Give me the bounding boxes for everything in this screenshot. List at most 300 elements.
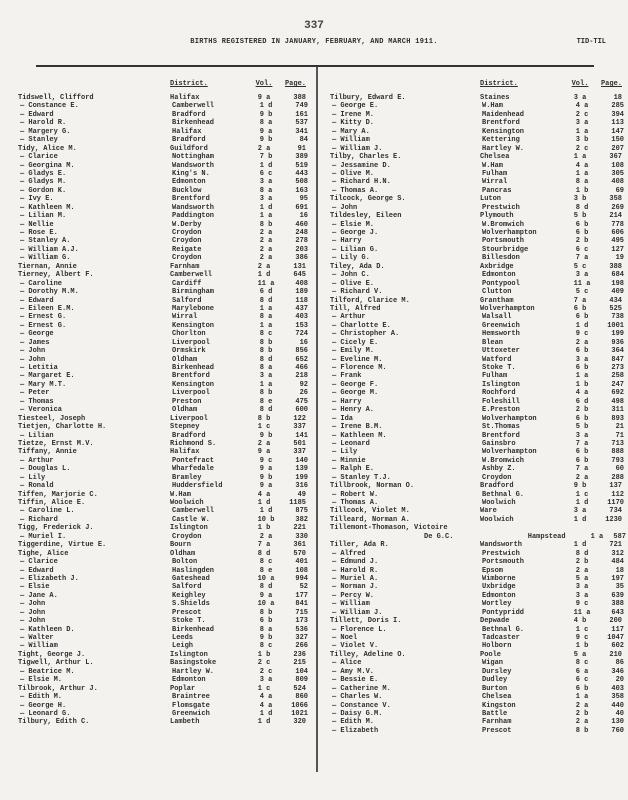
entry-page: 207 [611,144,624,153]
entry-page: 108 [611,161,624,170]
entry-district: Leeds [172,634,194,642]
entry-district: Wharfedale [172,465,215,474]
entry-vol: 9 c [575,600,589,609]
entry-district: Leigh [172,642,194,651]
entry-vol: 8 b [259,347,273,356]
entry-page: 994 [295,574,308,583]
entry-row [330,617,626,625]
entry-page: 537 [295,119,308,128]
entry-page: 1001 [607,321,624,330]
entry-district: Ware [480,507,497,516]
entry-name: Tietjen, Charlotte H. [18,423,107,432]
entry-vol: 9 b [259,431,273,440]
entry-vol: 6 c [575,245,589,254]
header-rule [36,65,594,67]
entry-row [330,423,626,431]
entry-district: Tadcaster [482,634,520,642]
entry-row [18,583,312,591]
entry-row [330,237,626,245]
entry-name: Tiggerdine, Virtue E. [18,541,107,550]
entry-page: 475 [295,397,308,406]
entry-district: Camberwell [172,102,215,111]
entry-vol: 9 b [259,110,273,119]
entry-district: Prestwich [482,203,520,212]
entry-vol: 8 e [259,397,273,406]
entry-row [330,575,626,583]
entry-row [18,558,312,566]
entry-row [18,153,312,161]
entry-row [18,162,312,170]
entry-district: Bramley [172,473,202,482]
entry-row [330,448,626,456]
entry-district: Woolwich [482,499,516,507]
entry-name: — Stanley A. [20,237,71,246]
entry-district: Lambeth [170,718,200,727]
entry-name: — William J. [332,144,383,153]
entry-name: Tigg, Frederick J. [18,524,94,533]
entry-name: Tiffany, Annie [18,448,77,457]
entry-district: Bradford [172,136,206,145]
entry-name: De G.C. [424,532,454,541]
entry-vol: 8 b [259,389,273,398]
entry-row [18,668,312,676]
entry-page: 536 [295,625,308,634]
entry-vol: 6 b [575,414,589,423]
entry-row [18,423,312,431]
entry-vol: 6 b [575,456,589,465]
entry-name: — John [20,355,46,364]
entry-district: Burton [482,684,508,693]
entry-vol: 1 d [573,541,587,550]
entry-row [18,297,312,305]
entry-vol: 2 a [259,532,273,541]
entry-row [330,153,626,161]
entry-district: Richmond S. [170,439,217,448]
entry-page: 587 [613,532,627,541]
entry-district: Poplar [170,684,196,693]
entry-page: 437 [295,304,308,313]
entry-page: 236 [293,650,306,659]
entry-district: W.Derby [172,220,202,229]
entry-vol: 6 d [575,397,589,406]
entry-district: Gateshead [172,574,210,583]
entry-name: — Arthur [332,313,366,322]
entry-district: Wigan [482,659,504,668]
entry-vol: 1 c [575,490,589,499]
entry-row [18,491,312,499]
entry-row [18,474,312,482]
entry-vol: 8 a [259,625,273,634]
entry-row [330,583,626,591]
entry-vol: 1 c [257,423,271,432]
entry-name: — Kathleen M. [332,431,387,440]
entry-row [18,111,312,119]
entry-district [480,524,566,532]
entry-name: Tiffen, Marjorie C. [18,490,98,499]
entry-vol: 1 d [257,271,271,280]
entry-page: 388 [293,94,306,102]
entry-vol: 2 a [257,439,271,448]
entry-district: Croydon [172,532,202,541]
entry-vol: 8 d [259,406,273,415]
entry-vol: 7 a [575,439,589,448]
entry-page: 112 [611,490,624,499]
entry-name: — Jane A. [20,591,58,600]
entry-page: 358 [609,195,622,204]
entry-name: — Harold R. [332,566,379,575]
entry-row [330,195,626,203]
entry-vol: 3 a [259,676,273,685]
entry-vol: 2 c [575,144,589,153]
entry-vol: 10 a [257,574,275,583]
entry-vol: 1 b [575,380,589,389]
entry-district: Bolton [172,558,198,567]
entry-name: — George M. [332,389,379,398]
entry-name: Tilford, Clarice M. [330,296,410,305]
entry-page: 793 [611,456,624,465]
entry-page: 440 [611,701,624,710]
entry-name: — Thomas A. [332,186,379,195]
entry-name: — Olive E. [332,279,375,288]
entry-district: Oldham [172,406,198,415]
entry-row [18,330,312,338]
entry-district: Brentford [172,372,210,381]
entry-page: 692 [611,389,624,398]
entry-row [18,685,312,693]
entry-district: Ormskirk [172,347,206,356]
entry-name: — Georgina M. [20,161,75,170]
entry-vol: 8 c [259,330,273,339]
entry-vol: 7 b [259,153,273,162]
entry-page: 434 [609,296,622,305]
entry-district: Fulham [482,169,508,178]
entry-name: — Richard V. [332,288,383,297]
entry-district: Marylebone [172,304,215,313]
entry-name: — Cicely E. [332,338,379,347]
entry-vol: 2 b [575,709,589,718]
entry-row [330,398,626,406]
entry-vol: 1 b [575,642,589,651]
entry-row [330,710,626,718]
entry-district: Depwade [480,617,510,626]
entry-name: Tidswell, Clifford [18,94,94,102]
entry-vol: 2 c [575,110,589,119]
entry-row [18,263,312,271]
entry-row [330,533,626,541]
entry-row [18,659,312,667]
entry-district: Stoke T. [482,364,516,372]
entry-vol: 1 a [573,153,587,162]
entry-vol: 2 b [575,237,589,246]
entry-district: Reigate [172,245,202,254]
entry-page: 177 [295,591,308,600]
entry-row [18,541,312,549]
entry-page: 645 [293,271,306,280]
entry-vol: 5 c [575,288,589,297]
entry-page: 364 [611,347,624,356]
entry-page: 40 [615,709,624,718]
entry-vol: 8 a [575,178,589,187]
entry-vol: 2 a [259,237,273,246]
entry-vol: 11 a [573,608,591,617]
entry-name: Tillett, Doris I. [330,617,402,626]
entry-page: 738 [611,313,624,322]
entry-page: 84 [299,136,308,145]
entry-row [330,212,626,220]
entry-page: 92 [299,380,308,389]
entry-vol: 2 b [575,558,589,567]
entry-district: Ashby Z. [482,465,516,474]
entry-row [330,94,626,102]
entry-row [18,372,312,380]
entry-district: Foleshill [482,397,520,406]
column-header [18,80,312,94]
entry-row [18,356,312,364]
entry-row [18,178,312,186]
entry-page: 760 [611,726,624,735]
entry-district: Dursley [482,667,512,676]
entry-vol: 1 d [257,718,271,727]
entry-row [330,178,626,186]
entry-row [18,448,312,456]
entry-name: — Daisy G.M. [332,709,383,718]
entry-row [18,187,312,195]
entry-vol: 9 a [259,127,273,136]
entry-district: Hartley W. [482,144,525,153]
entry-name: — Leonard [332,439,370,448]
entry-row [18,465,312,473]
entry-page: 305 [611,169,624,178]
entry-district: Prescot [482,726,512,735]
entry-row [330,119,626,127]
entry-vol: 10 a [257,600,275,609]
entry-name: — Charles W. [332,693,383,702]
left-column [18,80,312,727]
entry-row [18,254,312,262]
entry-page: 524 [293,684,306,693]
entry-district: Halifax [170,448,200,457]
entry-name: — Peter [20,389,50,398]
entry-name: — Elsie M. [332,220,375,229]
entry-row [18,364,312,372]
entry-page: 778 [611,220,624,229]
entry-name: — Edward [20,296,54,305]
entry-row [330,339,626,347]
column-divider [316,67,318,772]
entry-name: — Stanley T.J. [332,473,391,482]
entry-vol: 6 c [575,676,589,685]
entry-district: Walsall [482,313,512,322]
entry-row [18,702,312,710]
entry-district: Camberwell [172,507,215,516]
entry-page: 21 [615,423,624,432]
entry-name: — Gladys M. [20,178,67,187]
entry-row [18,600,312,608]
entry-name: — Alfred [332,549,366,558]
entry-name: — Nellie [20,220,54,229]
entry-district: Bradford [172,110,206,119]
entry-name: — Irene B.M. [332,423,383,432]
entry-district: Croydon [482,473,512,482]
entry-row [18,533,312,541]
entry-vol: 8 d [575,549,589,558]
entry-row [18,288,312,296]
entry-district: W.Ham [482,102,504,111]
entry-row [18,381,312,389]
entry-page: 221 [293,524,306,533]
entry-name: — Muriel I. [20,532,67,541]
entry-page: 639 [611,591,624,600]
entry-name: — John [20,600,46,609]
entry-name: — James [20,338,50,347]
entry-name: — Caroline [20,279,63,288]
entry-vol: 8 b [259,608,273,617]
entry-vol: 2 a [259,254,273,263]
entry-name: Tilleard, Norman A. [330,515,410,524]
entry-vol: 2 a [575,566,589,575]
entry-row [18,136,312,144]
entry-vol: 1 d [573,515,587,524]
entry-page: 20 [615,676,624,685]
entry-district: Woolwich [170,499,204,507]
entry-row [330,567,626,575]
entry-district: Nottingham [172,153,215,162]
entry-name: — Richard H.N. [332,178,391,187]
entry-row [330,162,626,170]
entry-row [18,516,312,524]
entry-vol: 3 b [575,136,589,145]
entry-name: — Edith M. [332,718,375,727]
entry-page: 341 [295,127,308,136]
entry-page: 139 [295,465,308,474]
entry-vol: 2 a [257,144,271,153]
entry-vol: 4 a [257,490,271,499]
entry-district: Kensington [172,321,215,330]
entry-row [330,330,626,338]
entry-page: 71 [615,431,624,440]
entry-vol: 6 c [259,169,273,178]
entry-row [330,482,626,490]
entry-vol: 9 b [259,136,273,145]
entry-district: Bucklow [172,186,202,195]
entry-row [330,229,626,237]
right-column [330,80,626,735]
entry-page: 1021 [291,709,308,718]
entry-page: 215 [293,659,306,668]
entry-row [18,406,312,414]
entry-row [18,718,312,726]
entry-row [330,128,626,136]
entry-row [18,170,312,178]
entry-district: Stourbridge [482,245,529,254]
entry-row [330,415,626,423]
entry-page: 18 [615,566,624,575]
entry-district: W.Bromwich [482,456,525,465]
entry-row [18,592,312,600]
entry-name: — Minnie [332,456,366,465]
entry-vol: 7 a [257,541,271,550]
entry-row [330,389,626,397]
entry-name: — Alice [332,659,362,668]
entry-page: 108 [295,566,308,575]
entry-vol: 3 a [259,178,273,187]
entry-district: Braintree [172,693,210,702]
entry-vol: 9 a [259,482,273,491]
entry-name: — Margaret E. [20,372,75,381]
entry-page: 1230 [605,515,622,524]
entry-page: 1066 [291,701,308,710]
entry-row [330,372,626,380]
entry-vol: 9 b [259,473,273,482]
entry-row [18,313,312,321]
entry-row [330,718,626,726]
entry-district: Kensington [482,127,525,136]
entry-vol: 3 a [573,507,587,516]
entry-page: 16 [299,212,308,221]
entry-name: — Catherine M. [332,684,391,693]
entry-name: — George H. [20,701,67,710]
entry-name: Till, Alfred [330,304,381,313]
entry-page: 18 [613,94,622,102]
entry-vol: 1 b [575,186,589,195]
entry-row [18,609,312,617]
entry-name: — Caroline L. [20,507,75,516]
entry-vol: 1 d [259,203,273,212]
entry-page: 95 [299,195,308,204]
entry-vol: 8 c [259,642,273,651]
entry-row [18,271,312,279]
entry-name: — William G. [20,254,71,263]
vol-header: Vol. [255,80,273,88]
entry-vol: 8 b [259,338,273,347]
entry-district: Grantham [480,296,514,305]
entry-row [330,187,626,195]
entry-vol: 2 c [257,659,271,668]
entry-vol: 1 d [575,499,589,507]
entry-vol: 8 b [259,220,273,229]
entry-page: 330 [295,532,308,541]
entry-district: E.Preston [482,406,520,415]
entry-name: — Harold R. [20,119,67,128]
entry-district: Wandsworth [172,161,215,170]
entry-name: — Ralph E. [332,465,375,474]
entry-row [330,136,626,144]
entry-name: — Mary A. [332,127,370,136]
entry-vol: 6 b [575,313,589,322]
entry-district: Basingstoke [170,659,217,668]
entry-name: — Kathleen D. [20,625,75,634]
entry-page: 258 [611,372,624,381]
entry-page: 358 [611,693,624,702]
entry-name: — Clarice [20,558,58,567]
entry-page: 408 [611,178,624,187]
entry-row [18,389,312,397]
entry-district: Oldham [172,355,198,364]
entry-district: Fulham [482,372,508,381]
entry-page: 724 [295,330,308,339]
page-title: BIRTHS REGISTERED IN JANUARY, FEBRUARY, AND MARCH 1911. [190,38,438,46]
entry-district: Farnham [170,262,200,271]
entry-district: Bourn [170,541,192,550]
entry-district: Kingston [482,701,516,710]
entry-row [18,550,312,558]
entry-name: — Dorothy M.M. [20,288,79,297]
entry-district: Paddington [172,212,215,221]
entry-name: Tigwell, Arthur L. [18,659,94,668]
entry-name: — Lilian M. [20,212,67,221]
entry-name: — Margery G. [20,127,71,136]
entry-district: Pontypridd [482,608,525,617]
